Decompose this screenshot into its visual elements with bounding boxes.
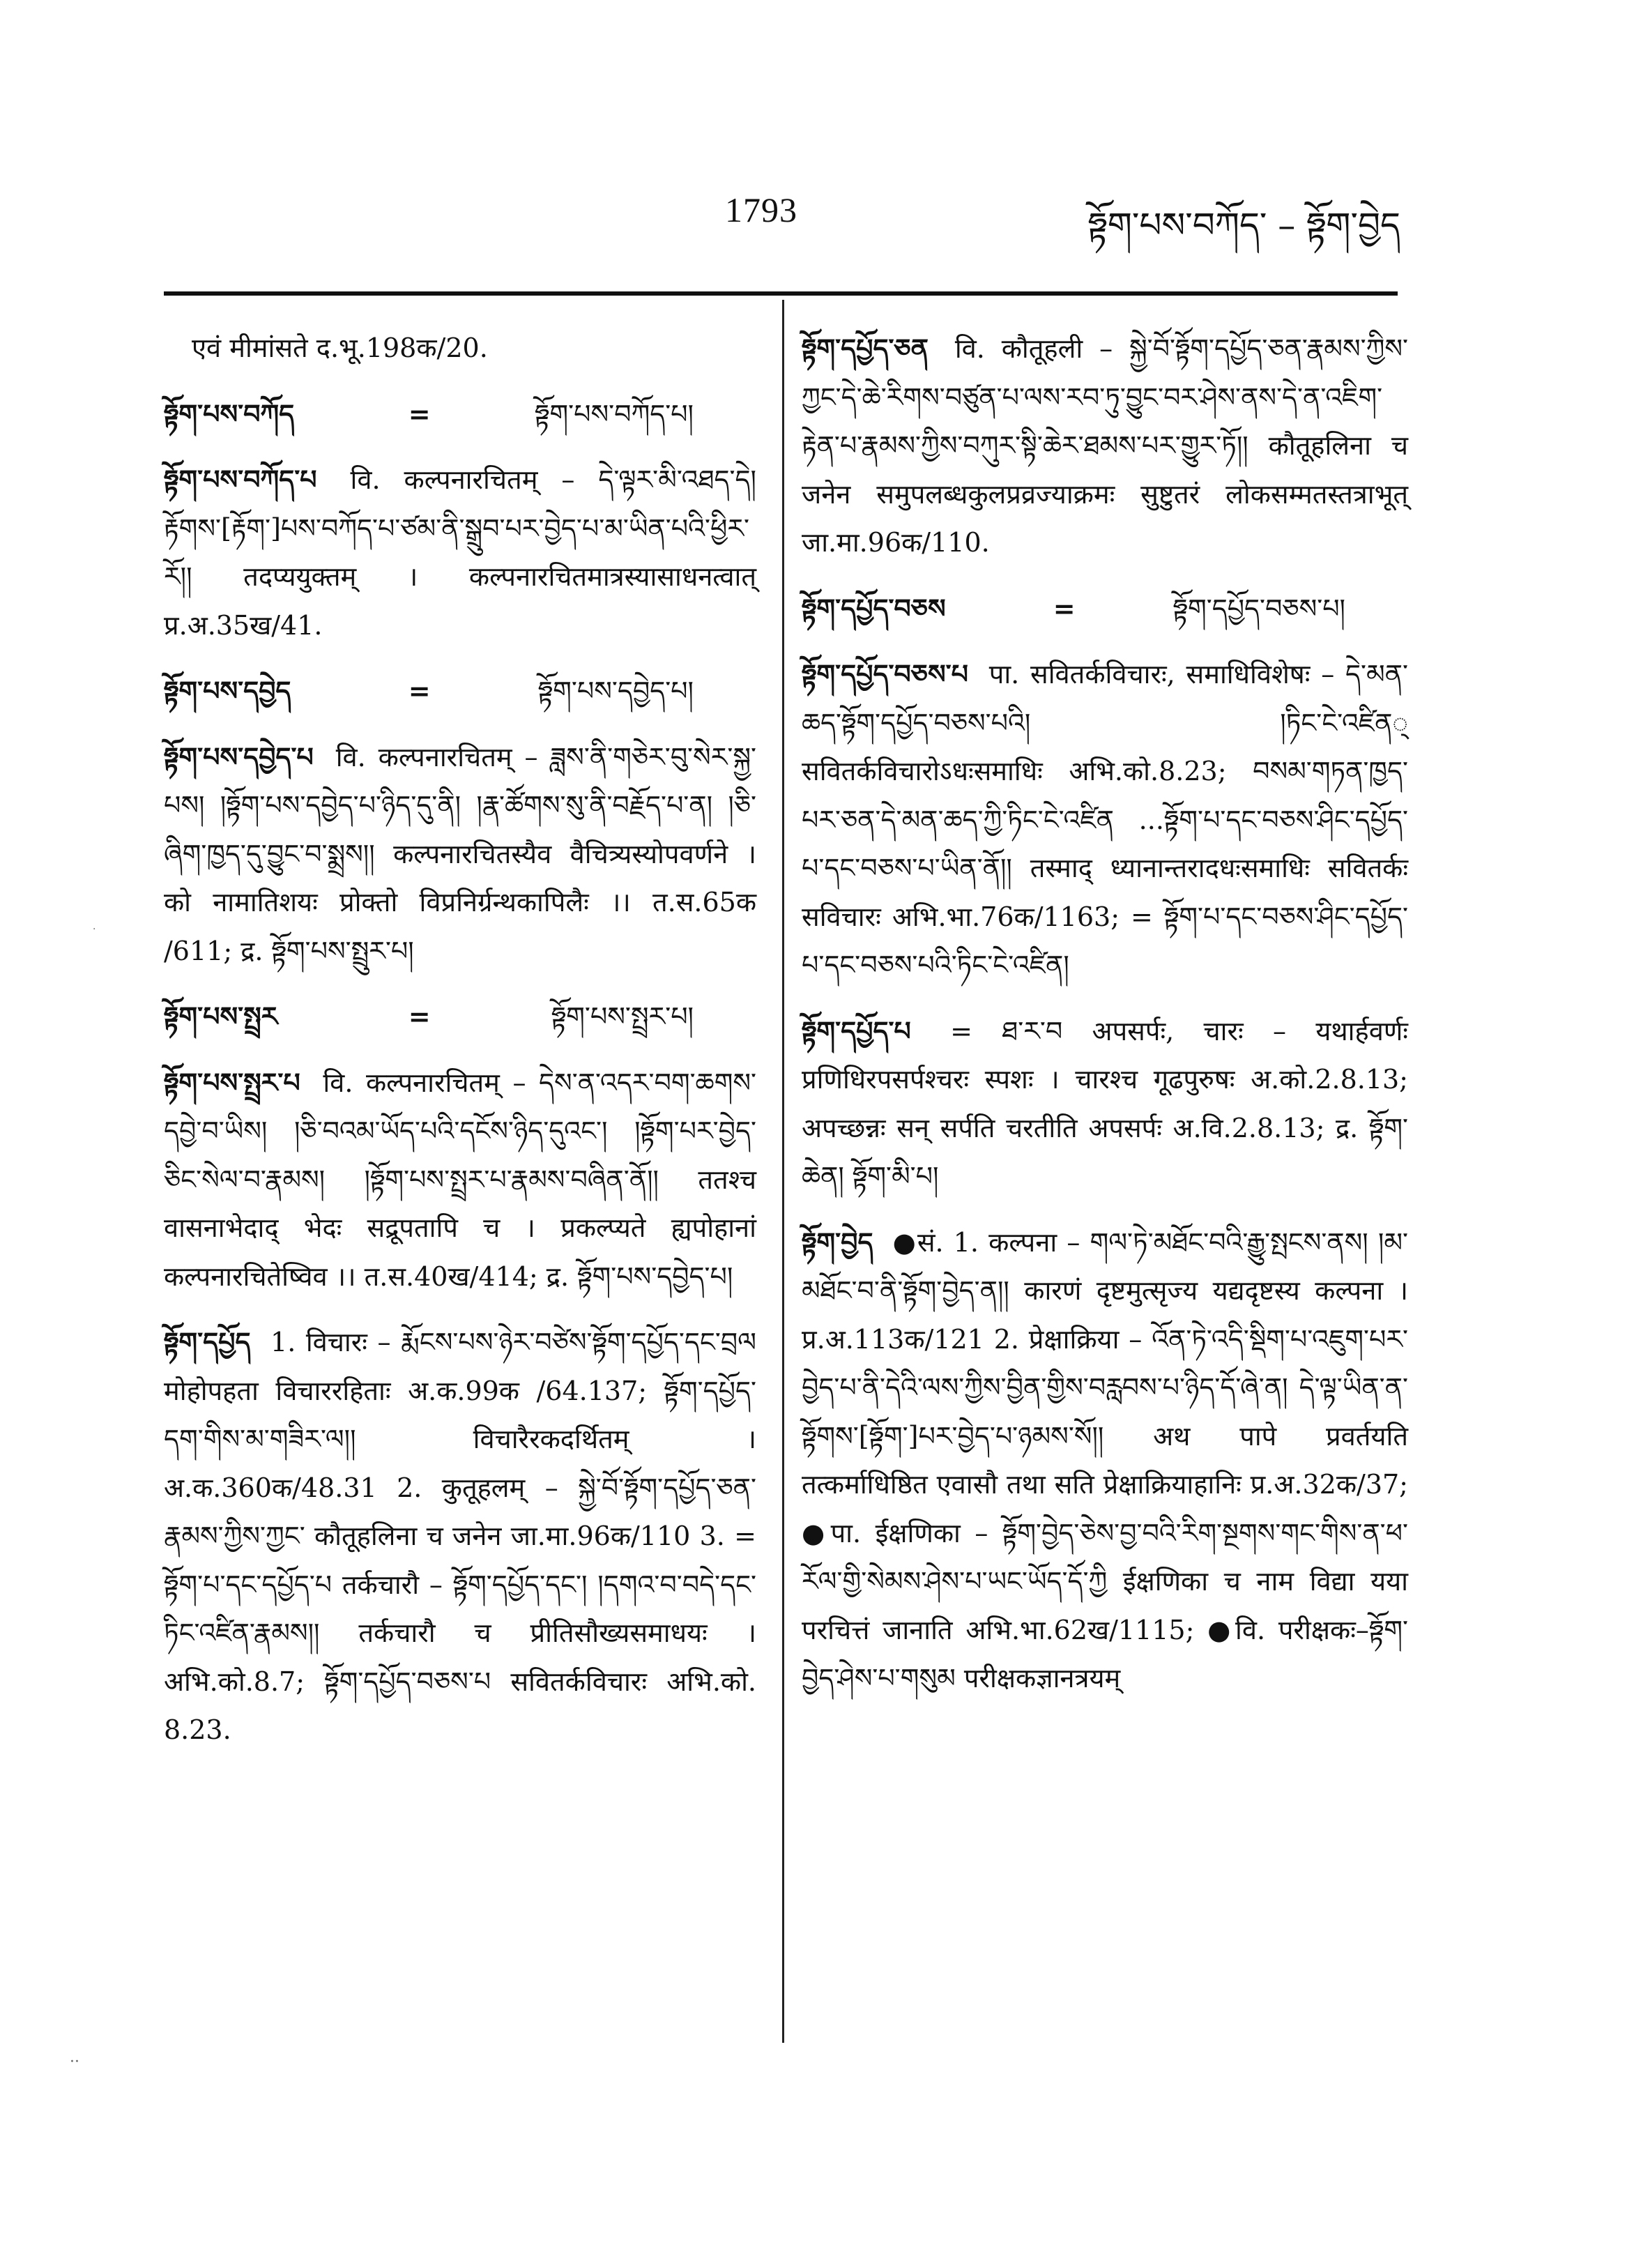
entry-cross-ref bbox=[802, 584, 1408, 634]
scan-speck: · bbox=[93, 924, 96, 935]
continuation-line: एवं मीमांसते द.भू.198क/20. bbox=[192, 333, 488, 363]
headword: ཧྟོག་དཔྱོད་ཅན bbox=[802, 333, 929, 364]
entry-body: वि. कल्पनारचितम् – ཟླས་ནི་གཅེར་བུ་སེར་སྐྱ་པས། །ཧྟོག་པས་དབྱེད་པ་ཉིད་དུ་ནི། །རྣ་ཚོགས་སུ་ནི་བརྗོད་པ་ན། །ཅི་ཞིག་ཁྱད་དུ་བྱུང་བ་སྨྲས།། कल्पनारचितस्यैव वैचित्र्यस्योपवर्णने । को नामातिशयः प्रोक्तो विप्रनिर्ग्रन्थकापिलैः ।। त.स.65क /611; द्र. ཧྟོག་པས་སྤྲུར་པ། bbox=[164, 741, 756, 966]
headword: ཧྟོག་དཔྱོད bbox=[164, 1326, 251, 1357]
entry-body: ●सं. 1. कल्पना – གལ་ཏེ་མཐོང་བའི་རྒྱུ་སྤངས་ནས། །མ་མཐོང་བ་ནི་ཧྟོག་བྱེད་ན།། कारणं दृष्टमुत्सृज्य यद्यदृष्टस्य कल्पना । प्र.अ.113क/121 2. प्रेक्षाक्रिया – འོན་ཏེ་འདི་སྡིག་པ་འཇུག་པར་བྱེད་པ་ནི་དེའི་ལས་ཀྱིས་བྱིན་གྱིས་བརླབས་པ་ཉིད་དོ་ཞེ་ན། དེ་ལྟ་ཡིན་ན་ཧྟོགས་[ཧྟོག་]པར་བྱེད་པ་ཉམས་སོ།། अथ पापे प्रवर्तयति तत्कर्माधिष्ठित एवासौ तथा सति प्रेक्षाक्रियाहानिः प्र.अ.32क/37; ●पा. ईक्षणिका – ཧྟོག་བྱེད་ཅེས་བྱ་བའི་རིག་སྔགས་གང་གིས་ན་ཕ་རོལ་གྱི་སེམས་ཤེས་པ་ཡང་ཡོད་དོ་ཀྱི ईक्षणिका च नाम विद्या यया परचित्तं जानाति अभि.भा.62ख/1115; ●वि. परीक्षकः–ཧྟོག་བྱེད་ཤེས་པ་གསུམ परीक्षकज्ञानत्रयम् bbox=[802, 1226, 1408, 1694]
entry-cross-ref bbox=[164, 992, 756, 1042]
headword: ཧྟོག་པས་སྤྲར་པ bbox=[164, 1066, 300, 1098]
dictionary-entry bbox=[164, 1318, 756, 1755]
entry-body: पा. सवितर्कविचारः, समाधिविशेषः – དེ་མན་ཆད་ཧྟོག་དཔྱོད་བཅས་པའི། །ཏིང་ངེ་འཛིན् सवितर्कविचारोऽधःसमाधिः अभि.को.8.23; བསམ་གཏན་ཁྱད་པར་ཅན་དེ་མན་ཆད་ཀྱི་ཏིང་ངེ་འཛིན ...ཧྟོག་པ་དང་བཅས་ཤིང་དཔྱོད་པ་དང་བཅས་པ་ཡིན་ནོ།། तस्माद् ध्यानान्तरादधःसमाधिः सवितर्कः सविचारः अभि.भा.76क/1163; = ཧྟོག་པ་དང་བཅས་ཤིང་དཔྱོད་པ་དང་བཅས་པའི་ཏིང་ངེ་འཛིན། bbox=[802, 659, 1408, 980]
header-rule bbox=[164, 291, 1398, 296]
equals-sign: = bbox=[408, 1000, 431, 1032]
entry-cross-ref bbox=[164, 667, 756, 716]
cross-ref-target: ཧྟོག་པས་བཀོད་པ། bbox=[535, 398, 694, 429]
headword: ཧྟོག་དཔྱོད་བཅས bbox=[802, 592, 946, 624]
dictionary-entry bbox=[164, 733, 756, 976]
cross-ref-target: ཧྟོག་པས་སྤྲར་པ། bbox=[551, 1001, 694, 1032]
headword: ཧྟོག་བྱེད bbox=[802, 1226, 873, 1258]
cross-ref-target: ཧྟོག་པས་དབྱེད་པ། bbox=[537, 676, 694, 706]
column-divider bbox=[782, 300, 784, 2043]
entry-body: वि. कल्पनारचितम् – དེས་ན་འདར་བག་ཆགས་དབྱེ་བ་ཡིས། །ཅི་བའམ་ཡོད་པའི་དངོས་ཉིད་དུའང་། །ཧྟོག་པར་བྱེད་ཅིང་སེལ་བ་རྣམས། །ཧྟོག་པས་སྤྲར་པ་རྣམས་བཞིན་ནོ།། ततश्च वासनाभेदाद् भेदः सद्रूपतापि च । प्रकल्प्यते ह्यपोहानां कल्पनारचितेष्विव ।। त.स.40ख/414; द्र. ཧྟོག་པས་དབྱེད་པ། bbox=[164, 1067, 756, 1292]
headword: ཧྟོག་པས་དབྱེད bbox=[164, 675, 291, 706]
headword: ཧྟོག་དཔྱོད་པ bbox=[802, 1014, 911, 1047]
page-number: 1793 bbox=[725, 190, 797, 229]
right-column bbox=[802, 324, 1408, 1720]
dictionary-entry bbox=[802, 324, 1408, 568]
dictionary-entry bbox=[802, 650, 1408, 990]
dictionary-entry bbox=[802, 1218, 1408, 1703]
equals-sign: = bbox=[1053, 592, 1076, 624]
entry-body: 1. विचारः – རྨོངས་པས་ཉེར་བཙེས་ཧྟོག་དཔྱོད་དང་བྲལ मोहोपहता विचाररहिताः अ.क.99क /64.137; ཧྟོག་དཔྱོད་དག་གིས་མ་གཟིར་ལ།། विचारैरकदर्थितम् । अ.क.360क/48.31 2. कुतूहलम् – སྐྱེ་བོ་ཧྟོག་དཔྱོད་ཅན་རྣམས་ཀྱིས་ཀྱང་ कौतूहलिना च जनेन जा.मा.96क/110 3. = ཧྟོག་པ་དང་དཔྱོད་པ तर्कचारौ – ཧྟོག་དཔྱོད་དང་། །དགའ་བ་བདེ་དང་ཏིང་འཛིན་རྣམས།། तर्कचारौ च प्रीतिसौख्यसमाधयः । अभि.को.8.7; ཧྟོག་དཔྱོད་བཅས་པ सवितर्कविचारः अभि.को. 8.23. bbox=[164, 1327, 756, 1745]
dictionary-entry bbox=[164, 455, 756, 650]
entry-body: वि. कौतूहली – སྐྱེ་བོ་ཧྟོག་དཔྱོད་ཅན་རྣམས་ཀྱིས་ཀྱང་དེ་ཆེ་རིགས་བཙུན་པ་ལས་རབ་ཏུ་བྱུང་བར་ཤེས་ནས་དེ་ན་འཇིག་རྟེན་པ་རྣམས་ཀྱིས་བཀུར་སྟི་ཆེར་ཐམས་པར་གྱུར་ཏོ།། कौतूहलिना च जनेन समुपलब्धकुलप्रव्रज्याक्रमः सुष्टुतरं लोकसम्मतस्तत्राभूत् जा.मा.96क/110. bbox=[802, 333, 1408, 558]
cross-ref-target: ཧྟོག་དཔྱོད་བཅས་པ། bbox=[1172, 593, 1345, 624]
left-column bbox=[164, 324, 756, 1772]
equals-sign: = bbox=[408, 397, 431, 429]
entry-cross-ref bbox=[164, 390, 756, 439]
headword: ཧྟོག་པས་དབྱེད་པ bbox=[164, 740, 314, 773]
headword: ཧྟོག་པས་སྤྲར bbox=[164, 1000, 278, 1032]
scan-speck: ·· bbox=[70, 2053, 79, 2071]
equals-sign: = bbox=[408, 675, 431, 706]
entry-body: = ཐ་ར་བ अपसर्पः, चारः – यथार्हवर्णः प्रणिधिरपसर्पश्चरः स्पशः । चारश्च गूढपुरुषः अ.को.2.8.13; अपच्छन्नः सन् सर्पति चरतीति अपसर्पः अ.वि.2.8.13; द्र. ཧྟོག་ཆེན། ཧྟོག་མི་པ། bbox=[802, 1015, 1408, 1192]
headword: ཧྟོག་པས་བཀོད་པ bbox=[164, 464, 317, 495]
dictionary-entry bbox=[164, 1058, 756, 1302]
running-head: ཧྟོག་པས་བཀོད་ – ཧྟོག་བྱེད bbox=[1087, 205, 1400, 245]
headword: ཧྟོག་དཔྱོད་བཅས་པ bbox=[802, 658, 968, 690]
dictionary-entry bbox=[802, 1007, 1408, 1201]
headword: ཧྟོག་པས་བཀོད bbox=[164, 397, 295, 429]
entry-body: वि. कल्पनारचितम् – དེ་ལྟར་མི་འཐད་དེ། རྟོགས་[རྟོག་]པས་བཀོད་པ་ཙམ་ནི་སྒྲུབ་པར་བྱེད་པ་མ་ཡིན་པའི་ཕྱིར་རོ།། तदप्ययुक्तम् । कल्पनारचितमात्रस्यासाधनत्वात् प्र.अ.35ख/41. bbox=[164, 464, 756, 641]
